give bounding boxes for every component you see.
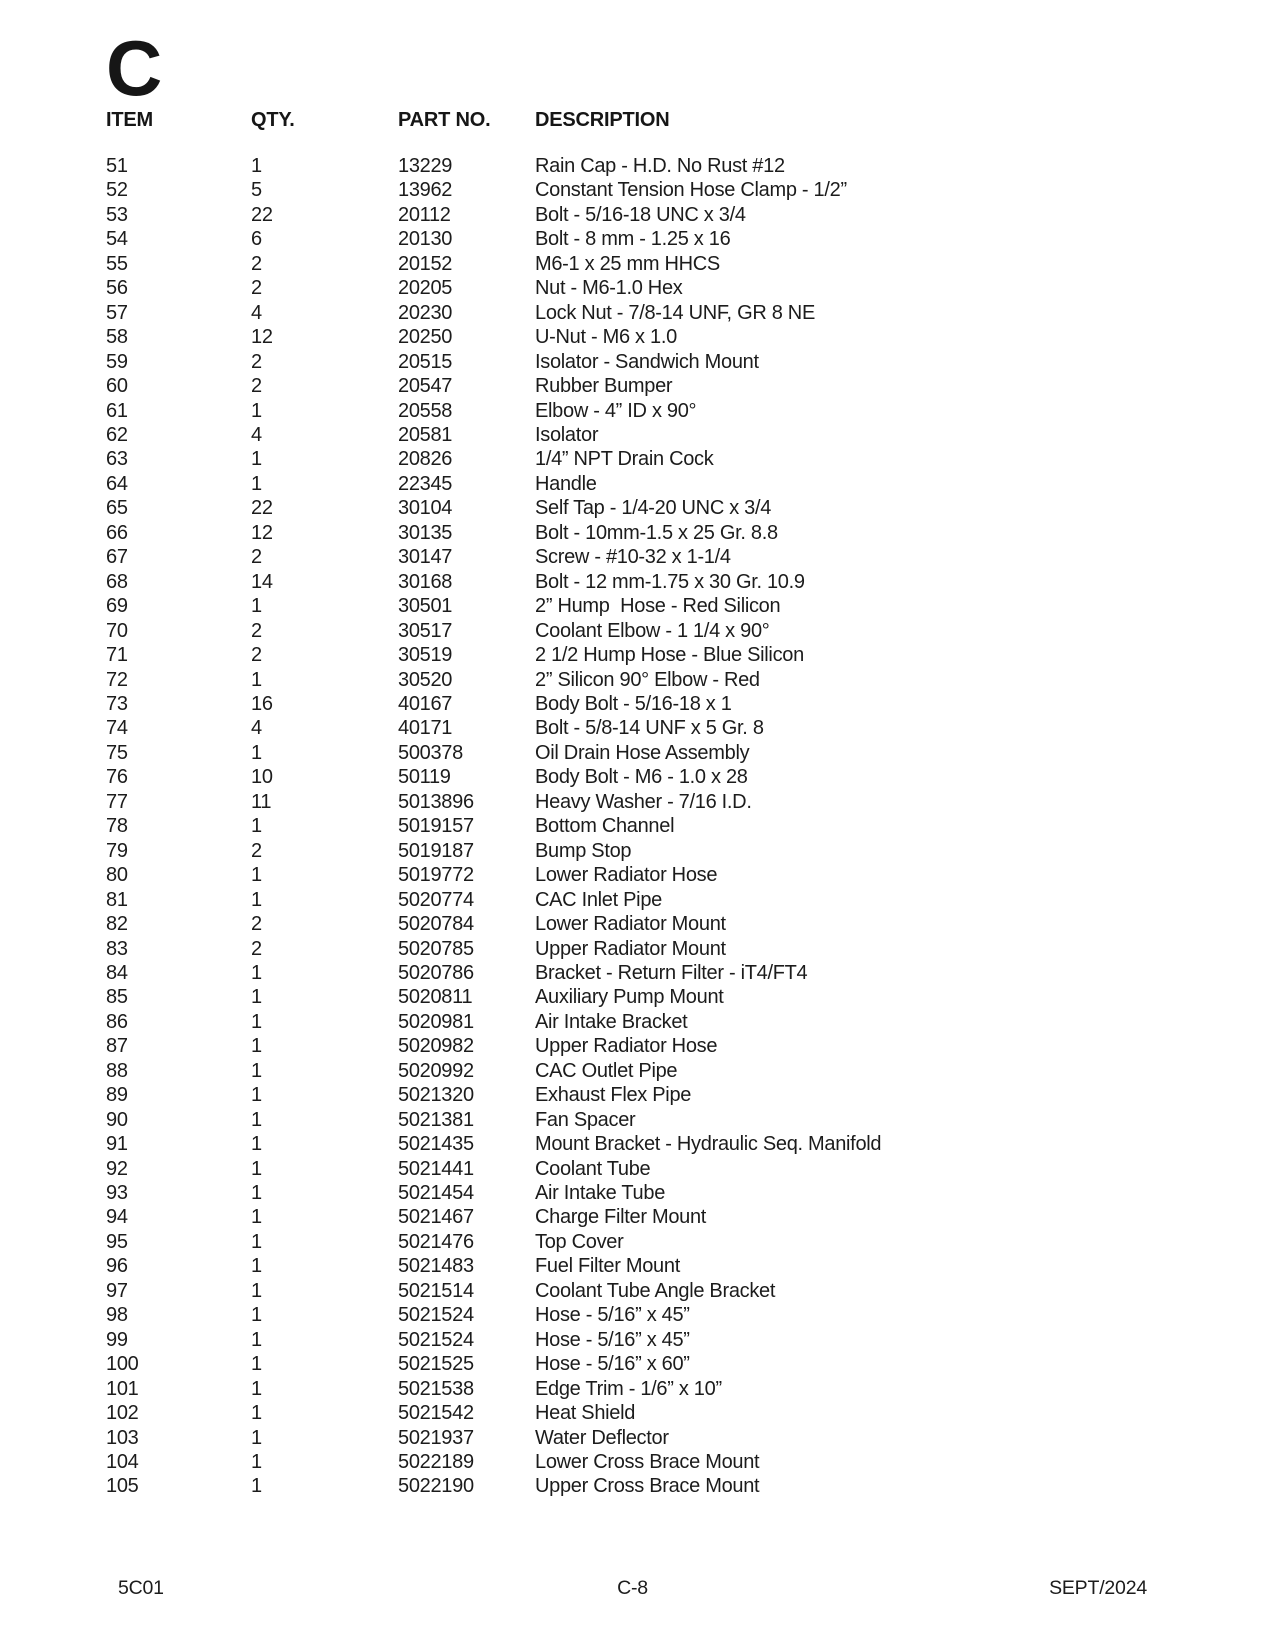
table-row (106, 1230, 1166, 1254)
part-no-cell: 5021381 (398, 1108, 474, 1131)
part-no-cell: 30517 (398, 619, 453, 642)
item-cell: 65 (106, 497, 128, 520)
description-cell: Mount Bracket - Hydraulic Seq. Manifold (535, 1133, 882, 1156)
part-no-cell: 5021476 (398, 1230, 474, 1253)
part-no-cell: 20130 (398, 228, 453, 251)
qty-cell: 4 (251, 301, 262, 324)
item-cell: 58 (106, 326, 128, 349)
table-row (106, 570, 1166, 594)
part-no-cell: 5021435 (398, 1133, 474, 1156)
qty-cell: 1 (251, 864, 262, 887)
item-cell: 53 (106, 203, 128, 226)
table-row (106, 1279, 1166, 1303)
qty-cell: 1 (251, 1035, 262, 1058)
item-cell: 64 (106, 472, 128, 495)
part-no-cell: 5021454 (398, 1182, 474, 1205)
qty-cell: 22 (251, 203, 273, 226)
qty-cell: 4 (251, 717, 262, 740)
qty-cell: 2 (251, 937, 262, 960)
qty-cell: 16 (251, 692, 273, 715)
table-row (106, 1352, 1166, 1376)
part-no-cell: 30519 (398, 644, 453, 667)
qty-cell: 1 (251, 888, 262, 911)
part-no-cell: 5020786 (398, 961, 474, 984)
part-no-cell: 5020981 (398, 1010, 474, 1033)
table-row (106, 1132, 1166, 1156)
item-cell: 61 (106, 399, 128, 422)
qty-cell: 1 (251, 815, 262, 838)
item-cell: 79 (106, 839, 128, 862)
parts-table-body (106, 154, 1166, 1499)
description-cell: Bolt - 12 mm-1.75 x 30 Gr. 10.9 (535, 570, 805, 593)
description-cell: Bolt - 5/16-18 UNC x 3/4 (535, 203, 746, 226)
description-cell: Exhaust Flex Pipe (535, 1084, 692, 1107)
part-no-cell: 20230 (398, 301, 453, 324)
description-cell: Bolt - 5/8-14 UNF x 5 Gr. 8 (535, 717, 764, 740)
description-cell: Bottom Channel (535, 815, 675, 838)
table-row (106, 276, 1166, 300)
qty-cell: 12 (251, 521, 273, 544)
table-row (106, 1254, 1166, 1278)
item-cell: 77 (106, 790, 128, 813)
item-cell: 82 (106, 913, 128, 936)
table-row (106, 301, 1166, 325)
description-cell: Lock Nut - 7/8-14 UNF, GR 8 NE (535, 301, 815, 324)
table-row (106, 325, 1166, 349)
qty-cell: 1 (251, 741, 262, 764)
qty-cell: 1 (251, 1426, 262, 1449)
qty-cell: 1 (251, 1157, 262, 1180)
table-row (106, 1083, 1166, 1107)
qty-cell: 2 (251, 252, 262, 275)
description-cell: Heat Shield (535, 1402, 636, 1425)
part-no-cell: 5021524 (398, 1328, 474, 1351)
table-row (106, 1010, 1166, 1034)
table-row (106, 399, 1166, 423)
item-cell: 75 (106, 741, 128, 764)
part-no-cell: 5019772 (398, 864, 474, 887)
description-cell: Body Bolt - M6 - 1.0 x 28 (535, 766, 748, 789)
table-row (106, 1474, 1166, 1498)
table-row (106, 619, 1166, 643)
item-cell: 83 (106, 937, 128, 960)
qty-cell: 2 (251, 913, 262, 936)
item-cell: 94 (106, 1206, 128, 1229)
table-row (106, 741, 1166, 765)
description-cell: 2” Hump Hose - Red Silicon (535, 595, 781, 618)
item-cell: 81 (106, 888, 128, 911)
table-row (106, 252, 1166, 276)
part-no-cell: 50119 (398, 766, 451, 789)
footer-page-number: C-8 (617, 1577, 648, 1599)
parts-table-header (106, 108, 1166, 154)
table-row (106, 839, 1166, 863)
qty-cell: 4 (251, 423, 262, 446)
description-cell: Upper Radiator Hose (535, 1035, 718, 1058)
qty-cell: 1 (251, 448, 262, 471)
item-cell: 71 (106, 644, 128, 667)
description-cell: Hose - 5/16” x 60” (535, 1353, 690, 1376)
part-no-cell: 30501 (398, 595, 453, 618)
item-cell: 67 (106, 546, 128, 569)
qty-cell: 1 (251, 1377, 262, 1400)
qty-cell: 1 (251, 1304, 262, 1327)
description-cell: Charge Filter Mount (535, 1206, 707, 1229)
table-row (106, 203, 1166, 227)
part-no-cell: 5021525 (398, 1353, 474, 1376)
qty-cell: 1 (251, 1353, 262, 1376)
item-cell: 70 (106, 619, 128, 642)
part-no-cell: 20581 (398, 423, 453, 446)
table-row (106, 1205, 1166, 1229)
table-row (106, 692, 1166, 716)
part-no-cell: 5021524 (398, 1304, 474, 1327)
part-no-cell: 5021937 (398, 1426, 474, 1449)
table-row (106, 1108, 1166, 1132)
part-no-cell: 40171 (398, 717, 453, 740)
table-row (106, 814, 1166, 838)
col-header-qty: QTY. (251, 109, 295, 131)
part-no-cell: 5021483 (398, 1255, 474, 1278)
item-cell: 87 (106, 1035, 128, 1058)
qty-cell: 1 (251, 472, 262, 495)
item-cell: 56 (106, 277, 128, 300)
table-row (106, 1034, 1166, 1058)
part-no-cell: 30135 (398, 521, 453, 544)
item-cell: 100 (106, 1353, 139, 1376)
table-row (106, 1401, 1166, 1425)
item-cell: 99 (106, 1328, 128, 1351)
description-cell: Upper Radiator Mount (535, 937, 726, 960)
table-row (106, 888, 1166, 912)
table-row (106, 594, 1166, 618)
table-row (106, 765, 1166, 789)
table-row (106, 374, 1166, 398)
qty-cell: 1 (251, 399, 262, 422)
description-cell: Isolator - Sandwich Mount (535, 350, 759, 373)
table-row (106, 1450, 1166, 1474)
part-no-cell: 13229 (398, 155, 453, 177)
part-no-cell: 20558 (398, 399, 453, 422)
item-cell: 105 (106, 1475, 139, 1498)
description-cell: Isolator (535, 423, 599, 446)
part-no-cell: 20515 (398, 350, 453, 373)
qty-cell: 1 (251, 1059, 262, 1082)
part-no-cell: 5021514 (398, 1279, 474, 1302)
part-no-cell: 5020982 (398, 1035, 474, 1058)
description-cell: Water Deflector (535, 1426, 669, 1449)
part-no-cell: 5020784 (398, 913, 474, 936)
item-cell: 97 (106, 1279, 128, 1302)
col-header-part-no: PART NO. (398, 109, 491, 131)
table-row (106, 863, 1166, 887)
description-cell: Screw - #10-32 x 1-1/4 (535, 546, 731, 569)
item-cell: 69 (106, 595, 128, 618)
description-cell: Edge Trim - 1/6” x 10” (535, 1377, 722, 1400)
qty-cell: 2 (251, 350, 262, 373)
col-header-item: ITEM (106, 109, 153, 131)
part-no-cell: 5021542 (398, 1402, 474, 1425)
description-cell: Coolant Tube (535, 1157, 651, 1180)
table-row (106, 350, 1166, 374)
item-cell: 93 (106, 1182, 128, 1205)
table-row (106, 472, 1166, 496)
part-no-cell: 500378 (398, 741, 463, 764)
col-header-description: DESCRIPTION (535, 109, 670, 131)
table-row (106, 912, 1166, 936)
item-cell: 74 (106, 717, 128, 740)
item-cell: 68 (106, 570, 128, 593)
qty-cell: 14 (251, 570, 273, 593)
description-cell: Heavy Washer - 7/16 I.D. (535, 790, 752, 813)
description-cell: Coolant Tube Angle Bracket (535, 1279, 776, 1302)
table-row (106, 154, 1166, 178)
part-no-cell: 20152 (398, 252, 453, 275)
table-row (106, 1328, 1166, 1352)
part-no-cell: 22345 (398, 472, 453, 495)
description-cell: Lower Radiator Mount (535, 913, 726, 936)
description-cell: CAC Outlet Pipe (535, 1059, 678, 1082)
part-no-cell: 30168 (398, 570, 453, 593)
part-no-cell: 30104 (398, 497, 453, 520)
description-cell: Bracket - Return Filter - iT4/FT4 (535, 961, 808, 984)
qty-cell: 1 (251, 1182, 262, 1205)
part-no-cell: 20547 (398, 375, 453, 398)
page-footer (0, 1577, 1275, 1600)
description-cell: Upper Cross Brace Mount (535, 1475, 760, 1498)
table-row (106, 985, 1166, 1009)
section-letter: C (106, 24, 161, 112)
qty-cell: 2 (251, 644, 262, 667)
item-cell: 63 (106, 448, 128, 471)
table-row (106, 643, 1166, 667)
table-row (106, 668, 1166, 692)
qty-cell: 1 (251, 668, 262, 691)
qty-cell: 5 (251, 179, 262, 202)
table-row (106, 423, 1166, 447)
item-cell: 55 (106, 252, 128, 275)
description-cell: Oil Drain Hose Assembly (535, 741, 750, 764)
part-no-cell: 5019157 (398, 815, 474, 838)
item-cell: 96 (106, 1255, 128, 1278)
qty-cell: 1 (251, 1451, 262, 1474)
part-no-cell: 13962 (398, 179, 453, 202)
qty-cell: 1 (251, 1328, 262, 1351)
part-no-cell: 5020785 (398, 937, 474, 960)
description-cell: M6-1 x 25 mm HHCS (535, 252, 720, 275)
qty-cell: 1 (251, 1230, 262, 1253)
part-no-cell: 5021467 (398, 1206, 474, 1229)
part-no-cell: 20826 (398, 448, 453, 471)
qty-cell: 1 (251, 1108, 262, 1131)
item-cell: 90 (106, 1108, 128, 1131)
qty-cell: 1 (251, 155, 262, 177)
part-no-cell: 5021320 (398, 1084, 474, 1107)
item-cell: 104 (106, 1451, 139, 1474)
description-cell: Bolt - 10mm-1.5 x 25 Gr. 8.8 (535, 521, 778, 544)
item-cell: 91 (106, 1133, 128, 1156)
description-cell: Fuel Filter Mount (535, 1255, 680, 1278)
part-no-cell: 5021538 (398, 1377, 474, 1400)
description-cell: Handle (535, 472, 597, 495)
item-cell: 95 (106, 1230, 128, 1253)
part-no-cell: 5021441 (398, 1157, 474, 1180)
description-cell: U-Nut - M6 x 1.0 (535, 326, 677, 349)
part-no-cell: 30147 (398, 546, 453, 569)
part-no-cell: 20205 (398, 277, 453, 300)
header-row (106, 108, 1166, 154)
item-cell: 98 (106, 1304, 128, 1327)
description-cell: Elbow - 4” ID x 90° (535, 399, 697, 422)
qty-cell: 10 (251, 766, 273, 789)
item-cell: 102 (106, 1402, 139, 1425)
description-cell: Hose - 5/16” x 45” (535, 1328, 690, 1351)
item-cell: 78 (106, 815, 128, 838)
item-cell: 92 (106, 1157, 128, 1180)
description-cell: Rubber Bumper (535, 375, 673, 398)
item-cell: 101 (106, 1377, 139, 1400)
description-cell: Hose - 5/16” x 45” (535, 1304, 690, 1327)
description-cell: Nut - M6-1.0 Hex (535, 277, 683, 300)
description-cell: Lower Cross Brace Mount (535, 1451, 760, 1474)
description-cell: Air Intake Bracket (535, 1010, 688, 1033)
description-cell: Coolant Elbow - 1 1/4 x 90° (535, 619, 770, 642)
qty-cell: 1 (251, 595, 262, 618)
description-cell: 1/4” NPT Drain Cock (535, 448, 714, 471)
qty-cell: 1 (251, 1133, 262, 1156)
qty-cell: 2 (251, 546, 262, 569)
table-row (106, 716, 1166, 740)
qty-cell: 12 (251, 326, 273, 349)
table-row (106, 937, 1166, 961)
table-row (106, 521, 1166, 545)
item-cell: 66 (106, 521, 128, 544)
part-no-cell: 5020774 (398, 888, 474, 911)
item-cell: 52 (106, 179, 128, 202)
table-row (106, 178, 1166, 202)
item-cell: 85 (106, 986, 128, 1009)
table-row (106, 496, 1166, 520)
item-cell: 72 (106, 668, 128, 691)
description-cell: Bump Stop (535, 839, 632, 862)
qty-cell: 6 (251, 228, 262, 251)
description-cell: Self Tap - 1/4-20 UNC x 3/4 (535, 497, 772, 520)
parts-table (106, 108, 1166, 1499)
table-row (106, 1157, 1166, 1181)
item-cell: 73 (106, 692, 128, 715)
qty-cell: 1 (251, 961, 262, 984)
part-no-cell: 5019187 (398, 839, 474, 862)
description-cell: Air Intake Tube (535, 1182, 666, 1205)
description-cell: Fan Spacer (535, 1108, 636, 1131)
item-cell: 86 (106, 1010, 128, 1033)
table-row (106, 1426, 1166, 1450)
description-cell: Body Bolt - 5/16-18 x 1 (535, 692, 732, 715)
qty-cell: 1 (251, 1279, 262, 1302)
part-no-cell: 5022190 (398, 1475, 474, 1498)
qty-cell: 2 (251, 839, 262, 862)
part-no-cell: 5022189 (398, 1451, 474, 1474)
part-no-cell: 30520 (398, 668, 453, 691)
description-cell: Bolt - 8 mm - 1.25 x 16 (535, 228, 731, 251)
table-row (106, 545, 1166, 569)
description-cell: 2 1/2 Hump Hose - Blue Silicon (535, 644, 804, 667)
item-cell: 54 (106, 228, 128, 251)
qty-cell: 22 (251, 497, 273, 520)
qty-cell: 1 (251, 986, 262, 1009)
table-row (106, 1303, 1166, 1327)
qty-cell: 11 (251, 790, 272, 813)
item-cell: 62 (106, 423, 128, 446)
item-cell: 88 (106, 1059, 128, 1082)
description-cell: 2” Silicon 90° Elbow - Red (535, 668, 760, 691)
part-no-cell: 5020992 (398, 1059, 474, 1082)
item-cell: 51 (106, 155, 128, 177)
qty-cell: 1 (251, 1475, 262, 1498)
item-cell: 57 (106, 301, 128, 324)
item-cell: 76 (106, 766, 128, 789)
item-cell: 103 (106, 1426, 139, 1449)
description-cell: Auxiliary Pump Mount (535, 986, 724, 1009)
part-no-cell: 5020811 (398, 986, 473, 1009)
qty-cell: 1 (251, 1010, 262, 1033)
qty-cell: 2 (251, 619, 262, 642)
part-no-cell: 40167 (398, 692, 453, 715)
item-cell: 80 (106, 864, 128, 887)
description-cell: CAC Inlet Pipe (535, 888, 662, 911)
part-no-cell: 20250 (398, 326, 453, 349)
footer-doc-code: 5C01 (118, 1577, 164, 1599)
description-cell: Constant Tension Hose Clamp - 1/2” (535, 179, 847, 202)
item-cell: 60 (106, 375, 128, 398)
qty-cell: 1 (251, 1402, 262, 1425)
table-row (106, 790, 1166, 814)
description-cell: Top Cover (535, 1230, 624, 1253)
part-no-cell: 20112 (398, 203, 451, 226)
qty-cell: 1 (251, 1084, 262, 1107)
qty-cell: 1 (251, 1255, 262, 1278)
item-cell: 84 (106, 961, 128, 984)
qty-cell: 2 (251, 375, 262, 398)
item-cell: 59 (106, 350, 128, 373)
table-row (106, 447, 1166, 471)
part-no-cell: 5013896 (398, 790, 474, 813)
item-cell: 89 (106, 1084, 128, 1107)
description-cell: Rain Cap - H.D. No Rust #12 (535, 155, 785, 177)
footer-date: SEPT/2024 (1049, 1577, 1147, 1599)
table-row (106, 1059, 1166, 1083)
table-row (106, 1377, 1166, 1401)
table-row (106, 1181, 1166, 1205)
qty-cell: 1 (251, 1206, 262, 1229)
qty-cell: 2 (251, 277, 262, 300)
table-row (106, 227, 1166, 251)
table-row (106, 961, 1166, 985)
description-cell: Lower Radiator Hose (535, 864, 718, 887)
